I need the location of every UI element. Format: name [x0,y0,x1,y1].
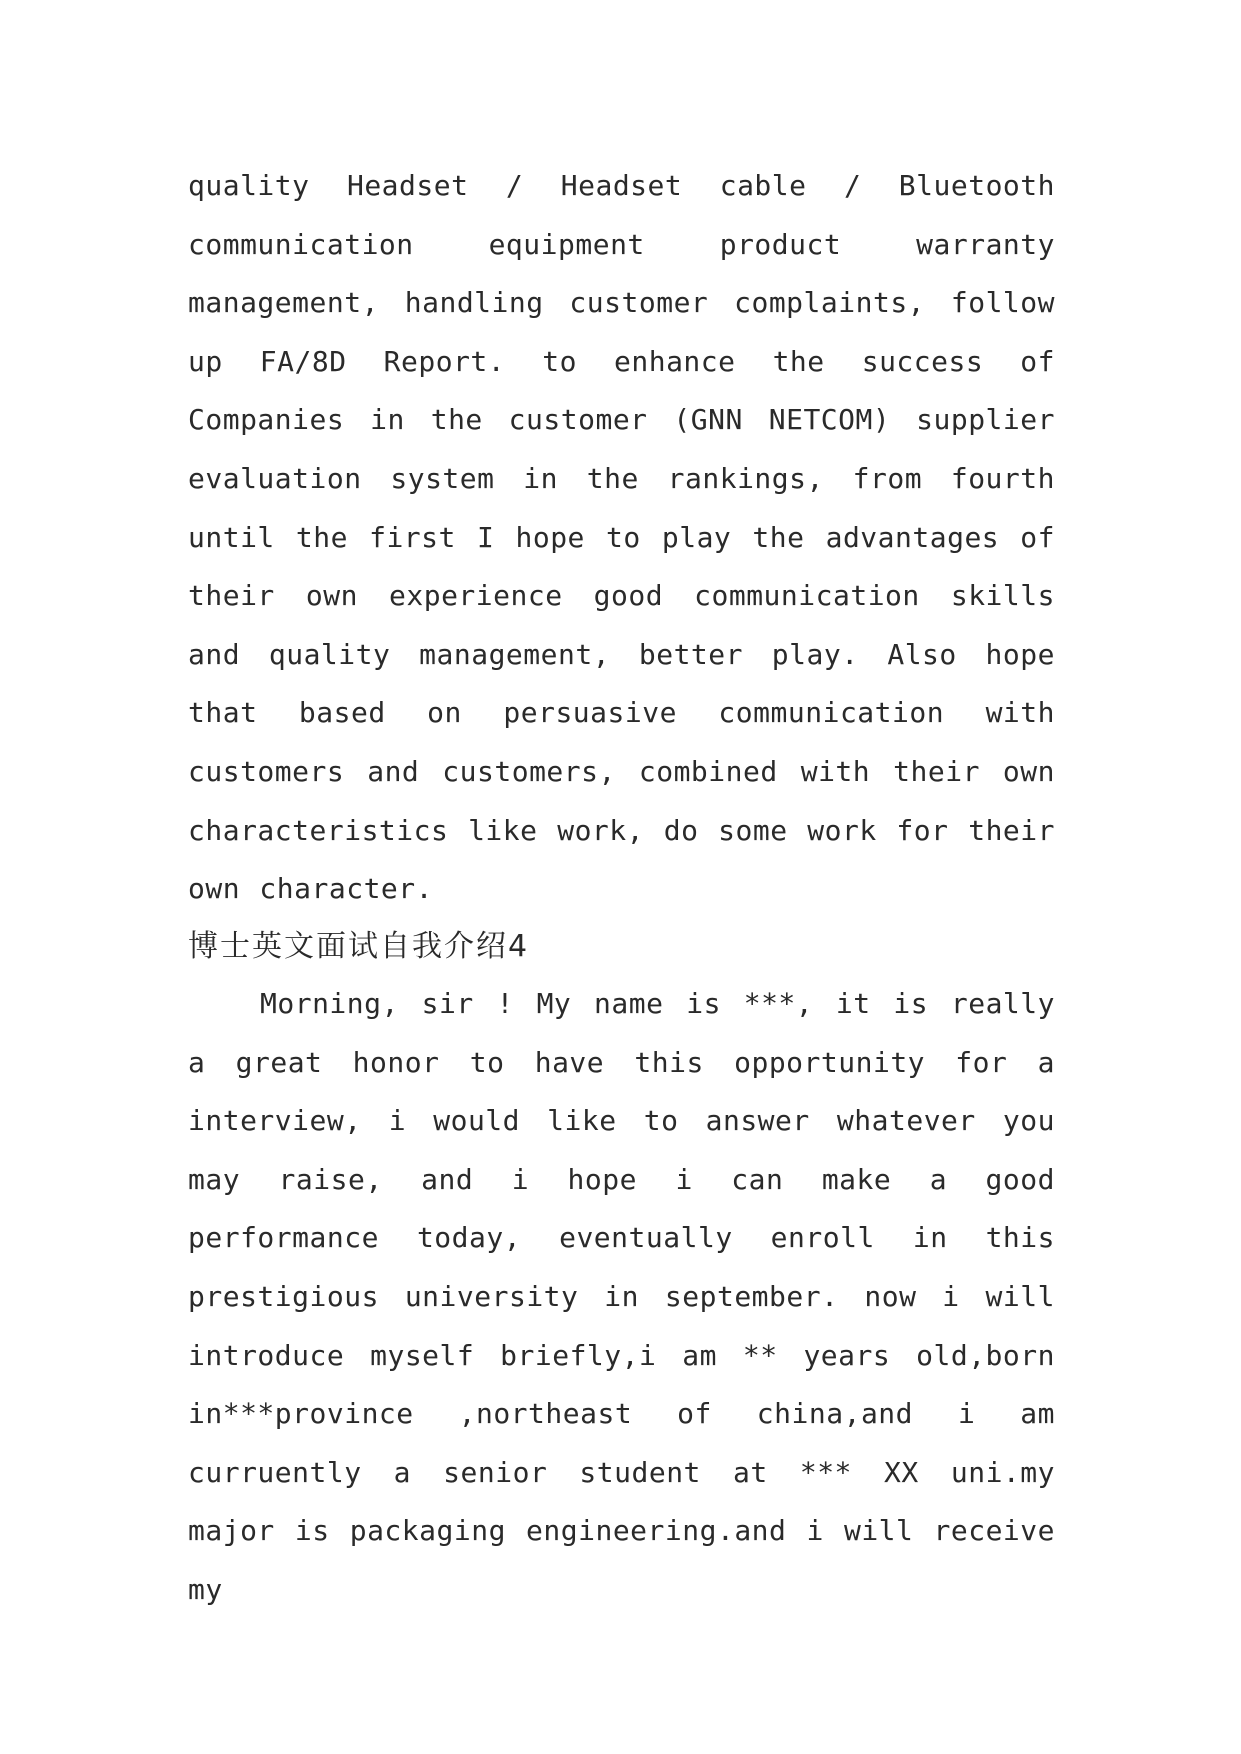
section-heading: 博士英文面试自我介绍4 [188,929,530,964]
body-paragraph-2: Morning, sir ! My name is ***, it is really a great honor to have this opportunity for a interview, i would like to answer whatever you may raise, and i hope i can make a good performance today, eventually enroll in this prestigious university in september. now i will introduce myself briefly,i am ** years old,born in***province ,northeast of china,and i am curruently a senior student at *** XX uni.my major is packaging engineering.and i will receive my [188,987,1055,1606]
body-paragraph-1: quality Headset / Headset cable / Bluetooth communication equipment product warranty management, handling customer complaints, follow up FA/8D Report. to enhance the success of Companies in the customer (GNN NETCOM) supplier evaluation system in the rankings, from fourth until the first I hope to play the advantages of their own experience good communication skills and quality management, better play. Also hope that based on persuasive communication with customers and customers, combined with their own characteristics like work, do some work for their own character. [188,169,1055,906]
